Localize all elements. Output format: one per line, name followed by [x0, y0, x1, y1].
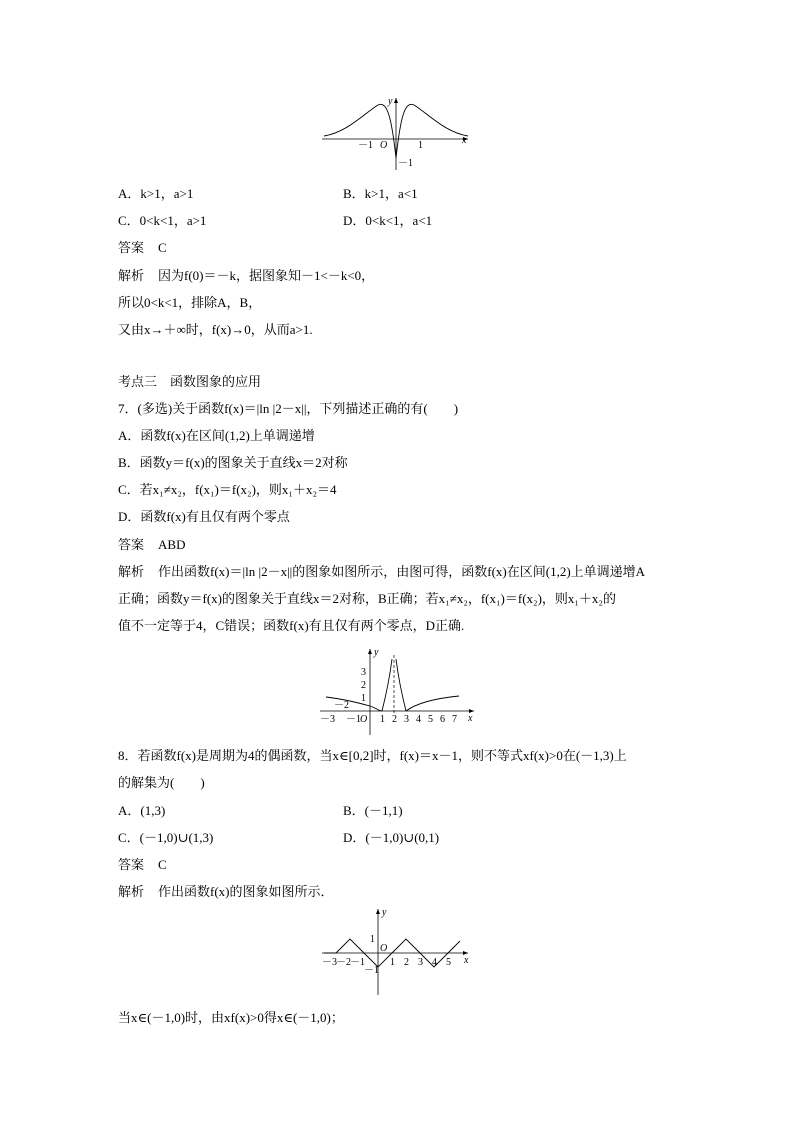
graph-2-origin: O — [360, 714, 368, 725]
graph-1-y-label: y — [388, 96, 393, 107]
graph-2-y-arrow — [368, 649, 372, 654]
graph-2-y-tick-3: 3 — [361, 667, 366, 678]
graph-2-x-tick-3: 3 — [404, 714, 409, 725]
graph-1-tick-1: 1 — [418, 140, 423, 151]
graph-2-x-tick-7: 7 — [452, 714, 457, 725]
q7-answer-value: ABD — [158, 537, 186, 552]
graph-3-x-tick-3: 3 — [418, 957, 423, 968]
graph-3-x-tick-5: 5 — [446, 957, 451, 968]
graph-2-curve-right — [406, 696, 459, 711]
graph-2-curve-mid-right — [396, 659, 406, 711]
graph-1-tick-y-neg1: －1 — [398, 158, 413, 169]
q6-answer — [118, 240, 167, 256]
q8-stem-1: 8．若函数f(x)是周期为4的偶函数，当x∈[0,2]时，f(x)＝x－1，则不等式xf(x)>0在(－1,3)上 — [118, 748, 627, 763]
q8-analysis-label: 解析 — [118, 884, 145, 899]
graph-2-y-tick-2: 2 — [361, 680, 366, 691]
q7-analysis-2: 正确；函数y＝f(x)的图象关于直线x＝2对称，B正确；若x₁≠x₂，f(x₁)＝f(x₂)，则x₁＋x₂的 — [118, 591, 616, 606]
q6-answer-label: 答案 — [118, 240, 145, 255]
graph-2-y-label: y — [374, 647, 379, 658]
q6-analysis-2: 所以0<k<1，排除A，B， — [118, 295, 262, 310]
q7-option-b: B．函数y＝f(x)的图象关于直线x＝2对称 — [118, 455, 348, 470]
q6-option-a: A．k>1，a>1 — [118, 186, 194, 201]
graph-2-x-label: x — [468, 713, 473, 724]
graph-2 — [314, 645, 484, 740]
q7-analysis-text-1: 作出函数f(x)＝|ln |2－x||的图象如图所示，由图可得，函数f(x)在区间(1,2)上单调递增A — [158, 564, 646, 579]
q8-analysis-text: 作出函数f(x)的图象如图所示． — [158, 884, 334, 899]
section-title: 考点三 函数图象的应用 — [118, 374, 262, 389]
graph-2-x-tick-4: 4 — [416, 714, 421, 725]
graph-1-y-arrow — [394, 98, 398, 103]
graph-3-x-tick-2: 2 — [404, 957, 409, 968]
q7-option-c: C．若x₁≠x₂，f(x₁)＝f(x₂)，则x₁＋x₂＝4 — [118, 482, 337, 497]
q8-answer-label: 答案 — [118, 857, 145, 872]
graph-3-origin: O — [380, 943, 388, 954]
q8-option-b: B．(－1,1) — [343, 803, 403, 818]
graph-3-x-tick-neg3: －3 — [322, 957, 337, 968]
graph-2-x-tick-neg3: －3 — [320, 714, 335, 725]
q8-option-a: A．(1,3) — [118, 803, 166, 818]
graph-3 — [318, 905, 478, 1000]
q6-answer-value: C — [158, 240, 167, 255]
graph-3-y-tick-1: 1 — [370, 934, 375, 945]
graph-1-origin: O — [380, 140, 388, 151]
graph-3-x-tick-4: 4 — [432, 957, 437, 968]
graph-1-curve-right — [396, 104, 468, 158]
graph-3-y-arrow — [376, 909, 380, 914]
graph-3-x-tick-1: 1 — [390, 957, 395, 968]
graph-1 — [318, 92, 478, 172]
q7-answer — [118, 537, 185, 553]
q8-stem-2: 的解集为( ) — [118, 775, 205, 790]
q7-analysis-3: 值不一定等于4，C错误；函数f(x)有且仅有两个零点，D正确. — [118, 618, 465, 633]
q6-option-d: D．0<k<1，a<1 — [343, 213, 433, 228]
graph-3-x-tick-neg2: －2 — [336, 957, 351, 968]
q7-analysis-1 — [118, 564, 645, 580]
q6-option-c: C．0<k<1，a>1 — [118, 213, 207, 228]
q8-option-d: D．(－1,0)∪(0,1) — [343, 830, 440, 845]
graph-3-y-tick-neg1: －1 — [364, 965, 379, 976]
q6-option-b: B．k>1，a<1 — [343, 186, 418, 201]
graph-1-x-label: x — [462, 135, 467, 146]
graph-2-x-tick-neg1: －1 — [346, 714, 361, 725]
q6-analysis-1 — [118, 268, 374, 284]
graph-2-x-tick-5: 5 — [428, 714, 433, 725]
graph-2-x-tick-neg2: －2 — [334, 700, 349, 711]
q8-answer-value: C — [158, 857, 167, 872]
q7-stem: 7．(多选)关于函数f(x)＝|ln |2－x||，下列描述正确的有( ) — [118, 401, 459, 416]
q7-analysis-label: 解析 — [118, 564, 145, 579]
graph-2-x-tick-6: 6 — [440, 714, 445, 725]
graph-2-y-tick-1: 1 — [361, 693, 366, 704]
q8-analysis — [118, 884, 334, 900]
q8-last-line: 当x∈(－1,0)时，由xf(x)>0得x∈(－1,0)； — [118, 1010, 344, 1025]
graph-3-y-label: y — [382, 907, 387, 918]
q8-answer — [118, 857, 167, 873]
q6-analysis-text-1: 因为f(0)＝－k，据图象知－1<－k<0， — [158, 268, 375, 283]
graph-1-tick-neg1: －1 — [358, 140, 373, 151]
q6-analysis-3: 又由x→＋∞时，f(x)→0，从而a>1. — [118, 322, 313, 337]
graph-2-x-tick-2: 2 — [392, 714, 397, 725]
graph-3-x-label: x — [464, 955, 469, 966]
q8-option-c: C．(－1,0)∪(1,3) — [118, 830, 214, 845]
graph-2-curve-mid-left — [382, 659, 392, 711]
graph-2-x-tick-1: 1 — [380, 714, 385, 725]
q7-answer-label: 答案 — [118, 537, 145, 552]
q7-option-a: A．函数f(x)在区间(1,2)上单调递增 — [118, 428, 315, 443]
q7-option-d: D．函数f(x)有且仅有两个零点 — [118, 509, 290, 524]
graph-3-x-tick-neg1: －1 — [350, 957, 365, 968]
q6-analysis-label: 解析 — [118, 268, 145, 283]
